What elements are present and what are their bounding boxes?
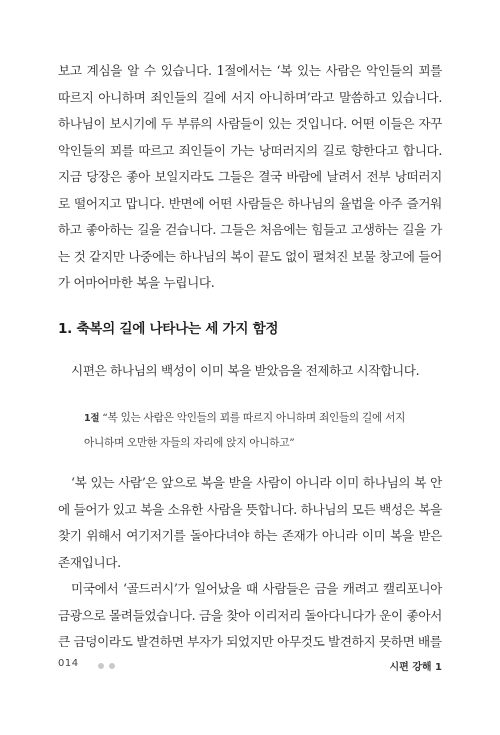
decorative-dots-icon bbox=[98, 661, 120, 672]
running-title: 시편 강해 1 bbox=[389, 662, 442, 673]
page-number: 014 bbox=[58, 658, 79, 669]
quote-text: “복 있는 사람은 악인들의 꾀를 따르지 아니하며 죄인들의 길에 서지 아니하며 오만한 자들의 자리에 앉지 아니하고” bbox=[84, 412, 406, 449]
intro-paragraph: 시편은 하나님의 백성이 이미 복을 받았음을 전제하고 시작합니다. bbox=[71, 363, 420, 378]
verse-reference: 1절 bbox=[84, 413, 100, 424]
body-paragraph: 보고 계심을 알 수 있습니다. 1절에서는 ‘복 있는 사람은 악인들의 꾀를 따르지 아니하며 죄인들의 길에 서지 아니하며’라고 말씀하고 있습니다. 하나님이 보시기에 두 부류의 사람들이 있는 것입니다. 어떤 이들은 자꾸 악인들의 꾀를 따르고 죄인들이 가는 낭떠러지의 길로 향한다고 합니다. 지금 당장은 좋아 보일지라도 그들은 결국 바람에 날려서 전부 낭떠러지로 떨어지고 맙니다. 반면에 어떤 사람들은 하나님의 율법을 아주 즐거워하고 좋아하는 길을 걷습니다. 그들은 처음에는 힘들고 고생하는 길을 가는 것 같지만 나중에는 하나님의 복이 끝도 없이 펼쳐진 보물 창고에 들어가 어마어마한 복을 누립니다. bbox=[58, 63, 442, 290]
body-paragraph: 미국에서 ‘골드러시’가 일어났을 때 사람들은 금을 캐려고 캘리포니아 금광으로 몰려들었습니다. 금을 찾아 이리저리 돌아다니다가 운이 좋아서 큰 금덩이라도 발견하면 부자가 되었지만 아무것도 발견하지 못하면 배를 bbox=[58, 581, 442, 649]
body-paragraph: ‘복 있는 사람’은 앞으로 복을 받을 사람이 아니라 이미 하나님의 복 안에 들어가 있고 복을 소유한 사람을 뜻합니다. 하나님의 모든 백성은 복을 찾기 위해서 여기저기를 돌아다녀야 하는 존재가 아니라 이미 복을 받은 존재입니다. bbox=[58, 475, 442, 570]
page-footer bbox=[58, 658, 442, 674]
section-heading: 1. 축복의 길에 나타나는 세 가지 함정 bbox=[58, 321, 279, 337]
scripture-quote bbox=[84, 406, 414, 455]
